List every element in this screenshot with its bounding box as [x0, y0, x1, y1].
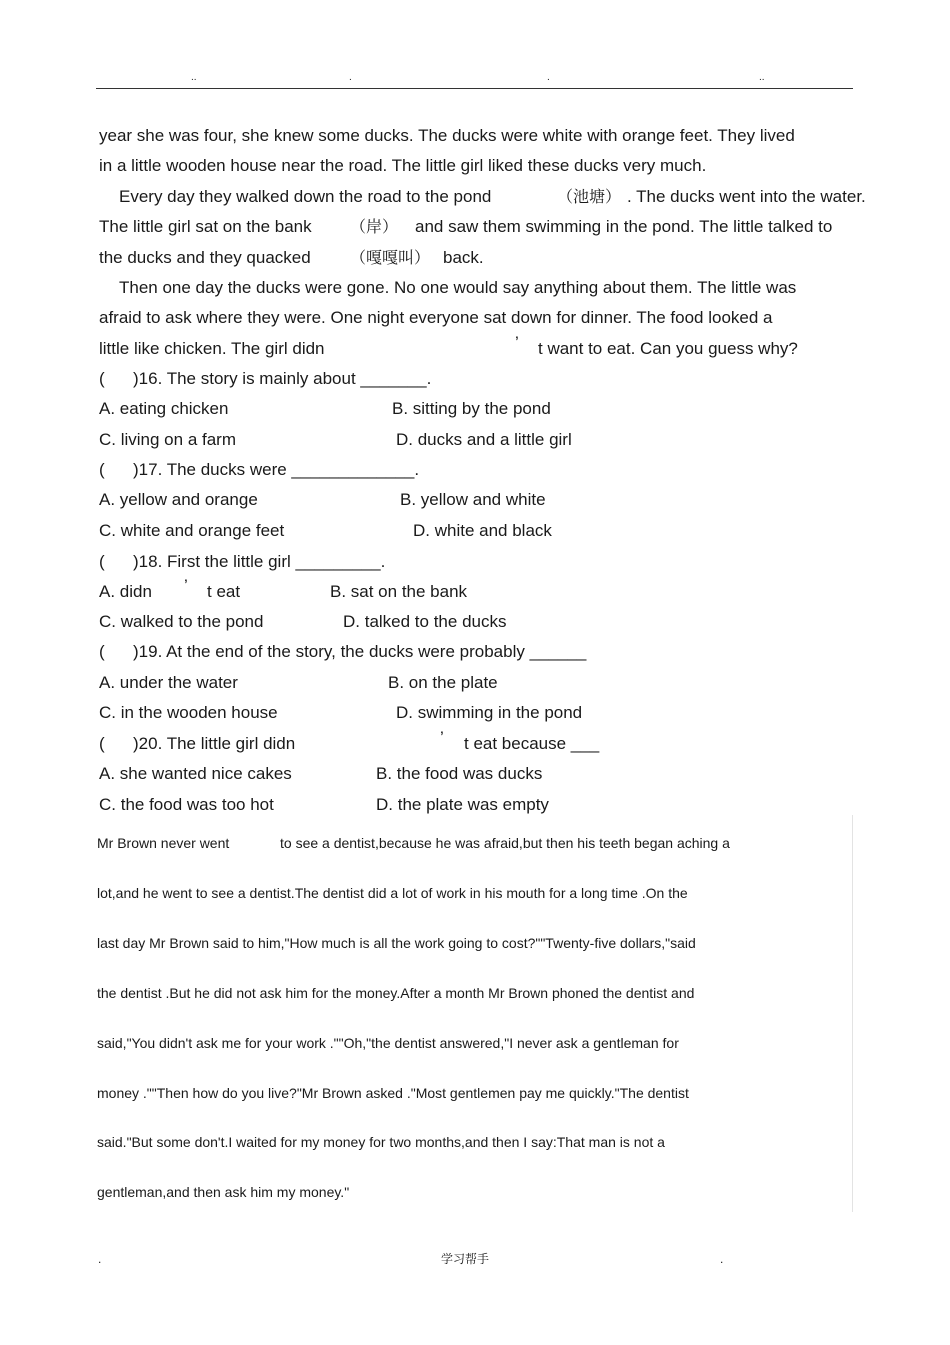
footer-dot: .	[720, 1252, 724, 1266]
option-b: B. on the plate	[388, 673, 498, 692]
header-rule	[96, 88, 853, 89]
passage-line: the dentist .But he did not ask him for the money.After a month Mr Brown phoned the dentist and	[97, 985, 695, 1001]
passage-line: to see a dentist,because he was afraid,but then his teeth began aching a	[280, 835, 730, 851]
option-a: A. she wanted nice cakes	[99, 764, 292, 783]
story-line: t want to eat. Can you guess why?	[538, 339, 798, 358]
option-a: A. didn	[99, 582, 152, 601]
option-d: D. white and black	[413, 521, 552, 540]
option-d: D. ducks and a little girl	[396, 430, 572, 449]
chinese-gloss: （岸）	[350, 217, 399, 236]
passage-line: said."But some don't.I waited for my money for two months,and then I say:That man is not a	[97, 1134, 665, 1150]
footer-label: 学习帮手	[441, 1252, 490, 1266]
story-line: Every day they walked down the road to the pond	[119, 187, 492, 206]
option-b: B. the food was ducks	[376, 764, 543, 783]
story-line: little like chicken. The girl didn	[99, 339, 325, 358]
story-line: Then one day the ducks were gone. No one would say anything about them. The little was	[119, 278, 797, 297]
story-line: and saw them swimming in the pond. The little talked to	[415, 217, 833, 236]
option-a: A. eating chicken	[99, 399, 229, 418]
footer-dot: .	[98, 1252, 102, 1266]
option-c: C. white and orange feet	[99, 521, 285, 540]
story-line: The little girl sat on the bank	[99, 217, 312, 236]
story-line: in a little wooden house near the road. The little girl liked these ducks very much.	[99, 156, 707, 175]
header-dot: ..	[759, 72, 765, 83]
passage-line: lot,and he went to see a dentist.The dentist did a lot of work in his mouth for a long time .On the	[97, 885, 688, 901]
option-c: C. the food was too hot	[99, 795, 274, 814]
option-c: C. living on a farm	[99, 430, 236, 449]
story-line: afraid to ask where they were. One night everyone sat down for dinner. The food looked a	[99, 308, 773, 327]
story-line: . The ducks went into the water.	[627, 187, 866, 206]
question-16-stem: ( )16. The story is mainly about _______.	[99, 369, 432, 388]
story-line: year she was four, she knew some ducks. The ducks were white with orange feet. They lived	[99, 126, 795, 145]
apostrophe: ’	[440, 728, 444, 747]
passage-line: said,"You didn't ask me for your work .""Oh,"the dentist answered,"I never ask a gentleman for	[97, 1035, 679, 1051]
story-line: the ducks and they quacked	[99, 248, 311, 267]
header-dot: .	[547, 72, 550, 83]
frame-rule	[852, 815, 853, 1212]
question-19-stem: ( )19. At the end of the story, the ducks were probably ______	[99, 642, 587, 661]
question-18-stem: ( )18. First the little girl _________.	[99, 552, 386, 571]
passage-line: last day Mr Brown said to him,"How much is all the work going to cost?""Twenty-five dollars,"said	[97, 935, 696, 951]
apostrophe: ’	[515, 333, 519, 352]
option-b: B. yellow and white	[400, 490, 546, 509]
option-d: D. talked to the ducks	[343, 612, 507, 631]
option-b: B. sat on the bank	[330, 582, 468, 601]
header-dot: .	[349, 72, 352, 83]
header-dot: ..	[191, 72, 197, 83]
option-b: B. sitting by the pond	[392, 399, 551, 418]
option-c: C. in the wooden house	[99, 703, 278, 722]
option-d: D. the plate was empty	[376, 795, 549, 814]
question-17-stem: ( )17. The ducks were _____________.	[99, 460, 420, 479]
passage-line: gentleman,and then ask him my money."	[97, 1184, 350, 1200]
chinese-gloss: （池塘）	[557, 187, 622, 206]
option-a: A. under the water	[99, 673, 238, 692]
option-a: t eat	[207, 582, 241, 601]
apostrophe: ’	[184, 576, 188, 595]
option-d: D. swimming in the pond	[396, 703, 583, 722]
question-20-stem: t eat because ___	[464, 734, 600, 753]
passage-line: money .""Then how do you live?"Mr Brown asked ."Most gentlemen pay me quickly."The dentist	[97, 1085, 689, 1101]
story-line: back.	[443, 248, 484, 267]
option-a: A. yellow and orange	[99, 490, 258, 509]
question-20-stem: ( )20. The little girl didn	[99, 734, 296, 753]
chinese-gloss: （嘎嘎叫）	[350, 248, 431, 267]
passage-line: Mr Brown never went	[97, 835, 230, 851]
option-c: C. walked to the pond	[99, 612, 264, 631]
